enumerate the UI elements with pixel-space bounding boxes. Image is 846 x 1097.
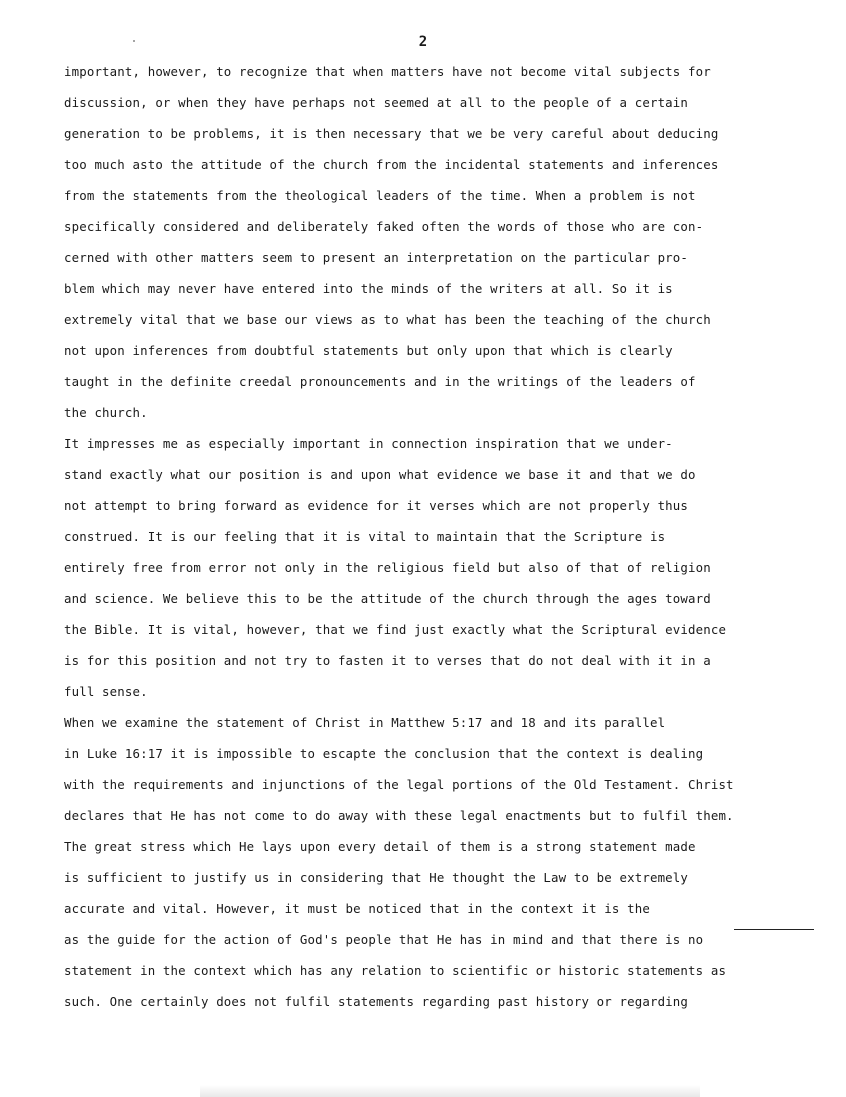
text-line: with the requirements and injunctions of the legal portions of the Old Testament. Christ bbox=[64, 777, 734, 792]
text-line: declares that He has not come to do away with these legal enactments but to fulfil them. bbox=[64, 808, 734, 823]
text-line: When we examine the statement of Christ in Matthew 5:17 and 18 and its parallel bbox=[64, 715, 666, 730]
scan-shadow bbox=[200, 1085, 700, 1097]
text-line: not attempt to bring forward as evidence for it verses which are not properly thus bbox=[64, 498, 689, 513]
text-line: is sufficient to justify us in considering that He thought the Law to be extremely bbox=[64, 870, 689, 885]
text-line: not upon inferences from doubtful statements but only upon that which is clearly bbox=[64, 343, 673, 358]
text-line: extremely vital that we base our views as to what has been the teaching of the church bbox=[64, 312, 711, 327]
text-line: cerned with other matters seem to present an interpretation on the particular pro- bbox=[64, 250, 689, 265]
text-line: construed. It is our feeling that it is vital to maintain that the Scripture is bbox=[64, 529, 666, 544]
text-line: is for this position and not try to fasten it to verses that do not deal with it in a bbox=[64, 653, 711, 668]
text-line: the Bible. It is vital, however, that we find just exactly what the Scriptural evidence bbox=[64, 622, 727, 637]
text-line: such. One certainly does not fulfil statements regarding past history or regarding bbox=[64, 994, 689, 1009]
text-line: It impresses me as especially important in connection inspiration that we under- bbox=[64, 436, 673, 451]
text-line: and science. We believe this to be the attitude of the church through the ages toward bbox=[64, 591, 711, 606]
blank-fill-in-line bbox=[734, 929, 814, 930]
text-line: The great stress which He lays upon every detail of them is a strong statement made bbox=[64, 839, 696, 854]
text-line: statement in the context which has any relation to scientific or historic statements as bbox=[64, 963, 727, 978]
text-line: discussion, or when they have perhaps not seemed at all to the people of a certain bbox=[64, 95, 689, 110]
text-line: taught in the definite creedal pronouncements and in the writings of the leaders of bbox=[64, 374, 696, 389]
text-line: as the guide for the action of God's people that He has in mind and that there is no bbox=[64, 932, 704, 947]
text-line: specifically considered and deliberately faked often the words of those who are con- bbox=[64, 219, 704, 234]
text-line: important, however, to recognize that when matters have not become vital subjects for bbox=[64, 64, 711, 79]
text-line: generation to be problems, it is then necessary that we be very careful about deducing bbox=[64, 126, 719, 141]
text-line: blem which may never have entered into the minds of the writers at all. So it is bbox=[64, 281, 673, 296]
text-line: the church. bbox=[64, 405, 148, 420]
page-number: 2 bbox=[418, 34, 428, 50]
text-line: entirely free from error not only in the religious field but also of that of religion bbox=[64, 560, 711, 575]
text-line: full sense. bbox=[64, 684, 148, 699]
text-line: in Luke 16:17 it is impossible to escapte the conclusion that the context is dealing bbox=[64, 746, 704, 761]
text-line: too much asto the attitude of the church from the incidental statements and inferences bbox=[64, 157, 719, 172]
text-line: stand exactly what our position is and upon what evidence we base it and that we do bbox=[64, 467, 696, 482]
text-line: accurate and vital. However, it must be noticed that in the context it is the bbox=[64, 901, 650, 916]
text-line: from the statements from the theological leaders of the time. When a problem is not bbox=[64, 188, 696, 203]
